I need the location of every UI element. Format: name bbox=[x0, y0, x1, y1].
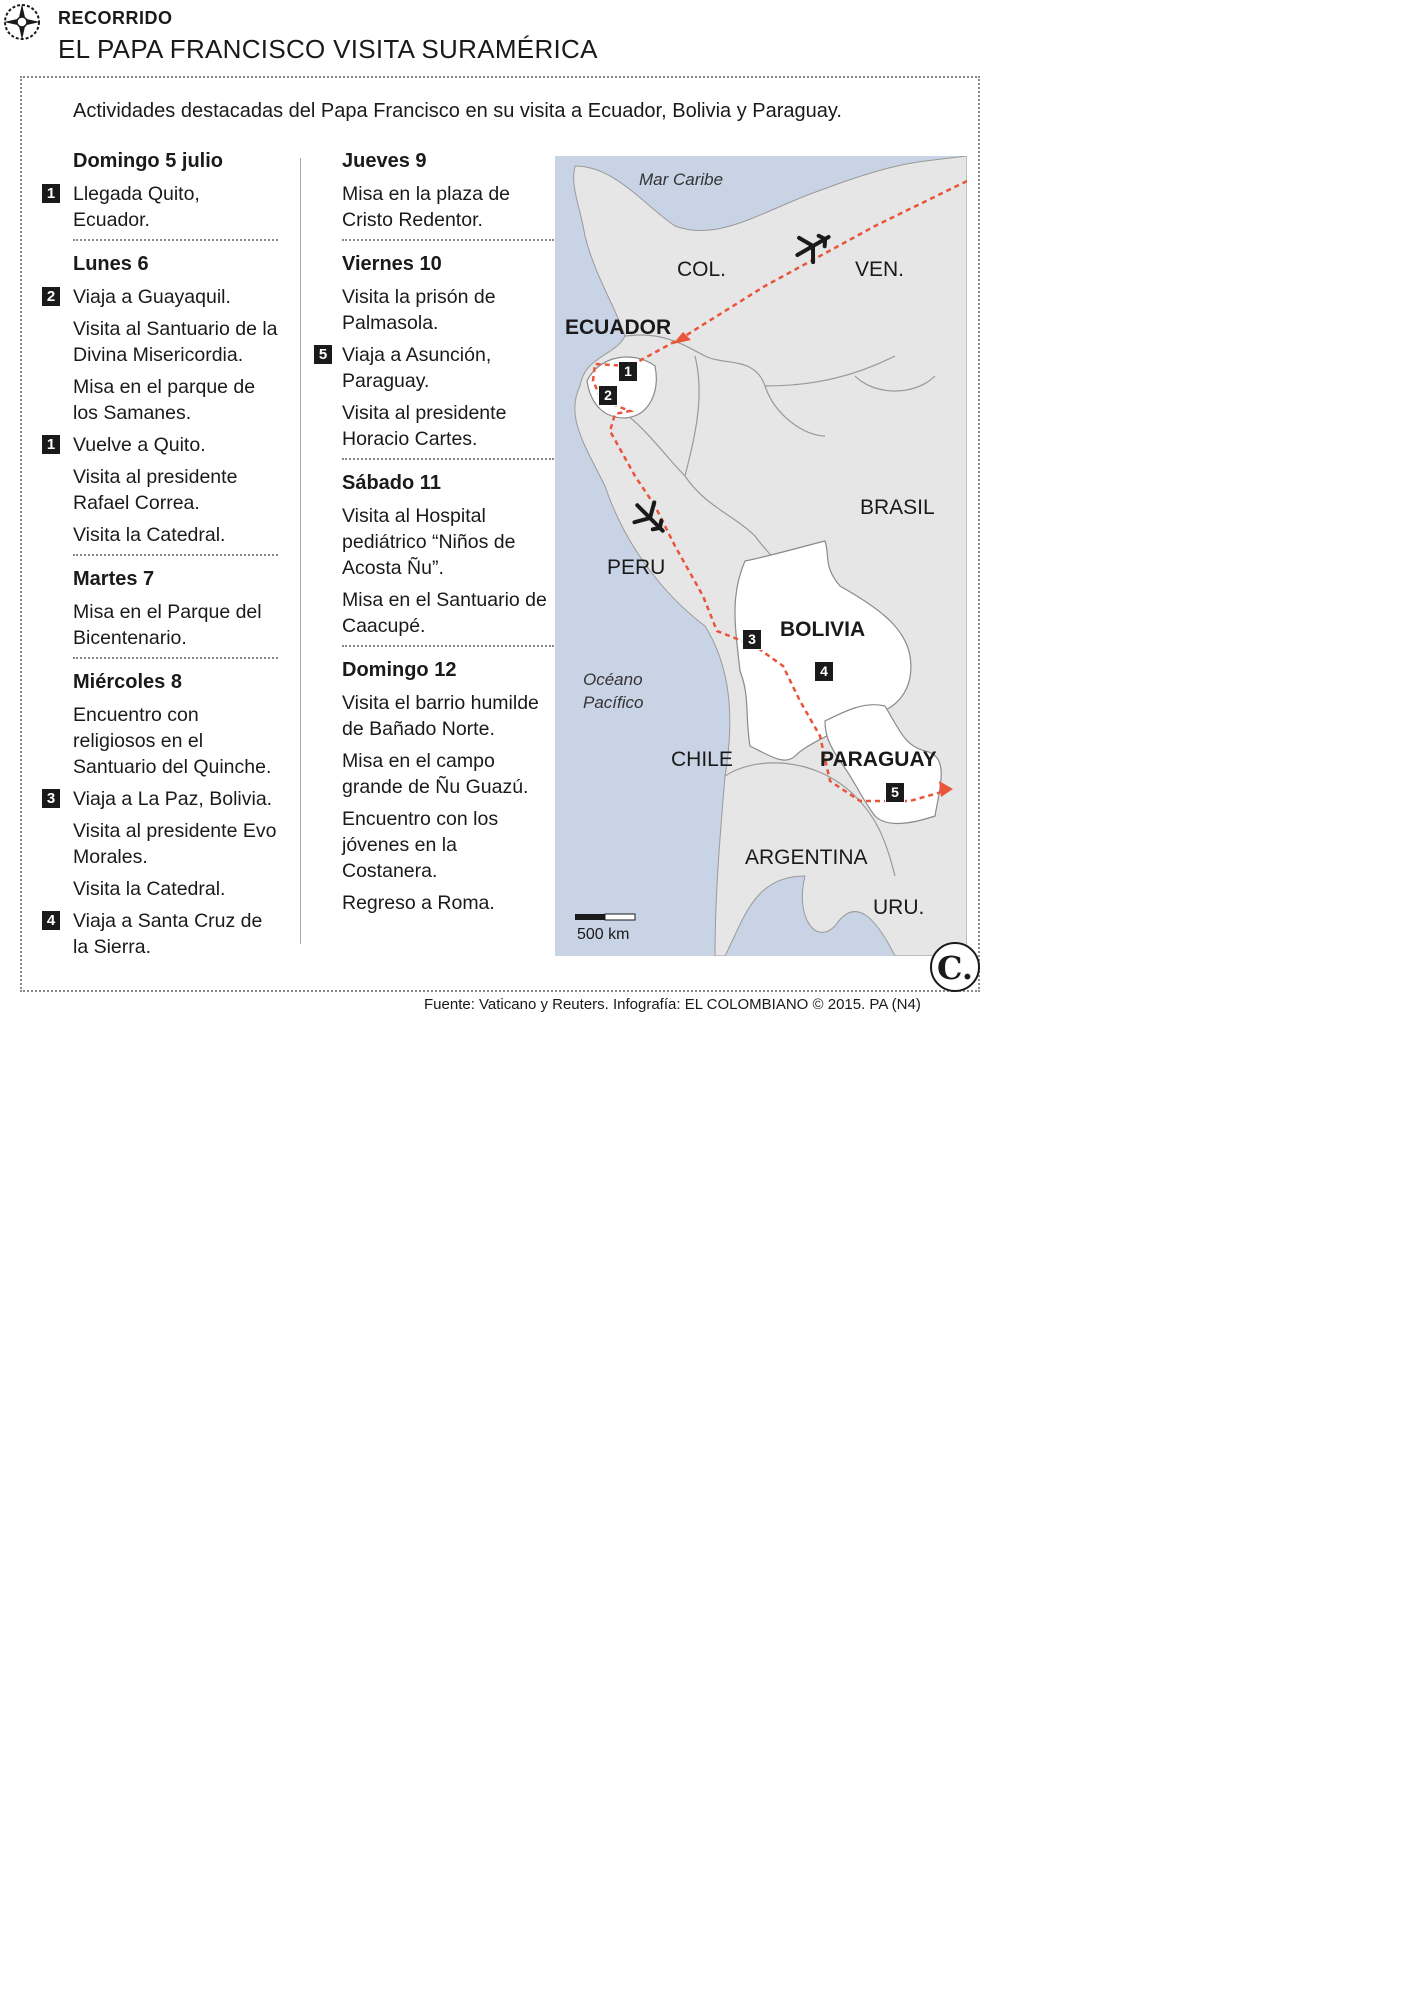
day-separator bbox=[73, 554, 278, 556]
day-heading: Jueves 9 bbox=[342, 150, 427, 172]
label-uruguay: URU. bbox=[873, 896, 925, 919]
map-marker-santa-cruz: 4 bbox=[814, 661, 834, 682]
activity-item bbox=[40, 181, 280, 233]
activity-text: Misa en el campo grande de Ñu Guazú. bbox=[342, 750, 529, 798]
day-heading: Viernes 10 bbox=[342, 253, 442, 275]
activity-text: Viaja a Santa Cruz de la Sierra. bbox=[73, 910, 263, 958]
activity-text: Regreso a Roma. bbox=[342, 892, 495, 914]
day-heading: Martes 7 bbox=[73, 568, 155, 590]
activity-item bbox=[40, 786, 280, 812]
day-heading: Domingo 5 julio bbox=[73, 150, 223, 172]
map-marker-guayaquil: 2 bbox=[598, 385, 618, 406]
activity-text: Visita al presidente Evo Morales. bbox=[73, 820, 277, 868]
activity-text: Vuelve a Quito. bbox=[73, 434, 206, 456]
map-marker-la-paz: 3 bbox=[742, 629, 762, 650]
activity-item bbox=[312, 503, 552, 581]
stop-number-badge: 2 bbox=[42, 287, 60, 306]
day-heading: Lunes 6 bbox=[73, 253, 149, 275]
activity-text: Misa en la plaza de Cristo Redentor. bbox=[342, 183, 511, 231]
activity-text: Misa en el Santuario de Caacupé. bbox=[342, 589, 547, 637]
activity-text: Visita el barrio humilde de Bañado Norte. bbox=[342, 692, 539, 740]
source-credit: Fuente: Vaticano y Reuters. Infografía: EL COLOMBIANO © 2015. PA (N4) bbox=[424, 996, 921, 1013]
stop-number-badge: 1 bbox=[42, 435, 60, 454]
activity-item bbox=[312, 890, 552, 916]
activity-item bbox=[312, 748, 552, 800]
activity-text: Misa en el Parque del Bicentenario. bbox=[73, 601, 262, 649]
day-heading: Domingo 12 bbox=[342, 659, 457, 681]
map-marker-asuncion: 5 bbox=[885, 782, 905, 803]
activity-item bbox=[40, 432, 280, 458]
stop-number-badge: 1 bbox=[42, 184, 60, 203]
stop-number-badge: 5 bbox=[314, 345, 332, 364]
activity-item bbox=[312, 806, 552, 884]
activity-item bbox=[40, 876, 280, 902]
day-separator bbox=[342, 239, 554, 241]
activity-item bbox=[40, 908, 280, 960]
activity-item bbox=[312, 400, 552, 452]
section-kicker: RECORRIDO bbox=[58, 8, 173, 28]
label-bolivia: BOLIVIA bbox=[780, 618, 866, 641]
activity-text: Visita la Catedral. bbox=[73, 524, 226, 546]
activity-item bbox=[40, 284, 280, 310]
activity-item bbox=[312, 181, 552, 233]
activity-text: Encuentro con los jóvenes en la Costanera. bbox=[342, 808, 499, 882]
label-ecuador: ECUADOR bbox=[565, 316, 672, 339]
scale-bar-dark bbox=[575, 914, 605, 920]
label-mar-caribe: Mar Caribe bbox=[639, 170, 724, 189]
stop-number-badge: 4 bbox=[42, 911, 60, 930]
activity-text: Visita al presidente Rafael Correa. bbox=[73, 466, 238, 514]
map-marker-quito: 1 bbox=[618, 361, 638, 382]
itinerary-column-1 bbox=[40, 150, 280, 966]
activity-text: Visita al Hospital pediátrico “Niños de Acosta Ñu”. bbox=[342, 505, 516, 579]
route-map bbox=[555, 156, 967, 956]
activity-item bbox=[40, 464, 280, 516]
label-peru: PERU bbox=[607, 556, 666, 579]
intro-text: Actividades destacadas del Papa Francisco en su visita a Ecuador, Bolivia y Paraguay. bbox=[73, 100, 842, 122]
activity-item bbox=[40, 818, 280, 870]
activity-text: Misa en el parque de los Samanes. bbox=[73, 376, 256, 424]
activity-text: Encuentro con religiosos en el Santuario del Quinche. bbox=[73, 704, 272, 778]
activity-text: Visita la Catedral. bbox=[73, 878, 226, 900]
activity-text: Visita al Santuario de la Divina Misericordia. bbox=[73, 318, 278, 366]
activity-text: Llegada Quito, Ecuador. bbox=[73, 183, 200, 231]
activity-item bbox=[40, 522, 280, 548]
itinerary-column-2 bbox=[312, 150, 552, 922]
compass-icon bbox=[2, 2, 42, 42]
column-divider bbox=[300, 158, 301, 944]
activity-text: Visita la prisón de Palmasola. bbox=[342, 286, 496, 334]
scale-label: 500 km bbox=[577, 926, 630, 943]
activity-item bbox=[40, 316, 280, 368]
label-argentina: ARGENTINA bbox=[745, 846, 868, 869]
activity-item bbox=[312, 690, 552, 742]
day-separator bbox=[73, 239, 278, 241]
activity-text: Viaja a La Paz, Bolivia. bbox=[73, 788, 273, 810]
label-oceano-pacifico: Océano Pacífico bbox=[583, 670, 644, 712]
activity-text: Viaja a Guayaquil. bbox=[73, 286, 231, 308]
activity-text: Visita al presidente Horacio Cartes. bbox=[342, 402, 507, 450]
stop-number-badge: 3 bbox=[42, 789, 60, 808]
label-colombia: COL. bbox=[677, 258, 727, 281]
activity-item bbox=[312, 284, 552, 336]
activity-item bbox=[312, 587, 552, 639]
label-venezuela: VEN. bbox=[855, 258, 905, 281]
label-brasil: BRASIL bbox=[860, 496, 935, 519]
activity-text: Viaja a Asunción, Paraguay. bbox=[342, 344, 492, 392]
scale-bar-light bbox=[605, 914, 635, 920]
activity-item bbox=[40, 599, 280, 651]
day-separator bbox=[73, 657, 278, 659]
day-heading: Miércoles 8 bbox=[73, 671, 182, 693]
day-separator bbox=[342, 645, 554, 647]
activity-item bbox=[40, 374, 280, 426]
page-title: EL PAPA FRANCISCO VISITA SURAMÉRICA bbox=[58, 34, 598, 64]
activity-item bbox=[40, 702, 280, 780]
day-separator bbox=[342, 458, 554, 460]
el-colombiano-logo: C. bbox=[930, 942, 980, 992]
activity-item bbox=[312, 342, 552, 394]
day-heading: Sábado 11 bbox=[342, 472, 441, 494]
label-paraguay: PARAGUAY bbox=[820, 748, 937, 771]
label-chile: CHILE bbox=[671, 748, 733, 771]
